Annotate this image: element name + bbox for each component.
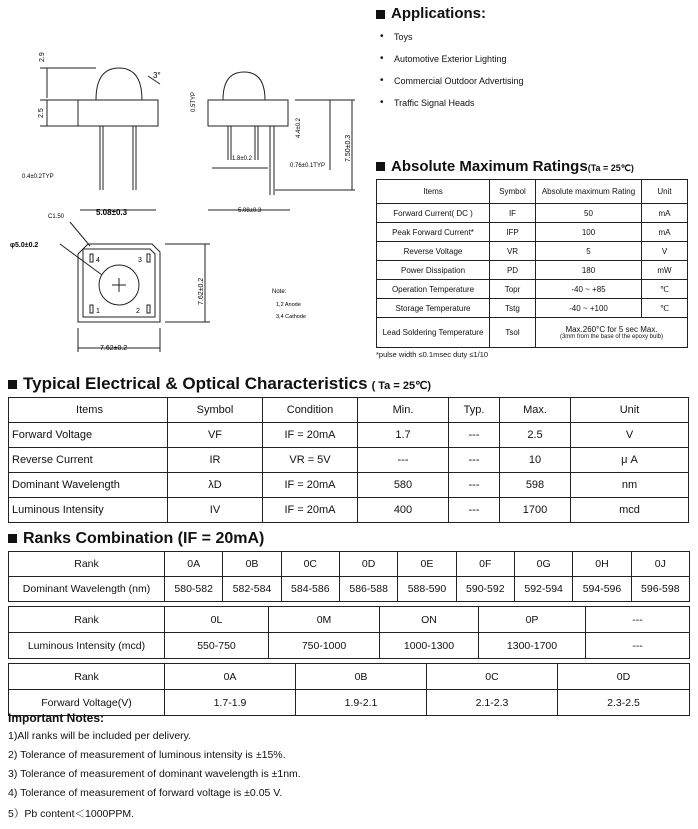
amr-section (376, 158, 688, 359)
application-item: • Toys (376, 32, 676, 42)
applications-list (376, 32, 676, 108)
top-view (60, 222, 210, 352)
applications-heading: Applications: (376, 5, 676, 22)
amr-header: Absolute maximum Rating (536, 180, 642, 204)
dim-2-9: 2.9 (39, 52, 46, 62)
notes-heading: Important Notes: (8, 711, 104, 725)
drawing-note-2: 3,4 Cathode (276, 314, 306, 320)
side-view-right (208, 72, 355, 210)
rank-code: 0C (281, 552, 339, 577)
amr-cell: 50 (536, 204, 642, 223)
amr-cell: 100 (536, 223, 642, 242)
amr-cell: 180 (536, 261, 642, 280)
rank-code: ON (380, 607, 479, 633)
bullet-square-icon (376, 162, 385, 171)
elec-header: Min. (358, 398, 449, 423)
amr-cell: Topr (490, 280, 536, 299)
elec-cell: Dominant Wavelength (9, 473, 168, 498)
mechanical-drawing (0, 0, 368, 360)
rank-value: 2.3-2.5 (558, 690, 690, 716)
elec-cell: mcd (571, 498, 689, 523)
amr-header: Items (377, 180, 490, 204)
bullet-square-icon (8, 380, 17, 389)
bullet-square-icon (8, 534, 17, 543)
amr-cell: ℃ (642, 299, 688, 318)
application-item: • Automotive Exterior Lighting (376, 54, 676, 64)
amr-cell: Lead Soldering Temperature (377, 318, 490, 348)
elec-header: Condition (263, 398, 358, 423)
dim-762-h: 7.62±0.2 (100, 345, 128, 352)
rank-value: 590-592 (456, 577, 514, 602)
elec-cell: λD (168, 473, 263, 498)
amr-cell: IFP (490, 223, 536, 242)
ranks-voltage-table (8, 663, 690, 716)
elec-cell: V (571, 423, 689, 448)
rank-value: 592-594 (514, 577, 572, 602)
elec-cell: Luminous Intensity (9, 498, 168, 523)
rank-code: 0P (479, 607, 586, 633)
dim-18: 1.8±0.2 (232, 156, 252, 162)
application-item: • Commercial Outdoor Advertising (376, 76, 676, 86)
elec-cell: IR (168, 448, 263, 473)
dim-750: 7.50±0.3 (345, 134, 352, 162)
rank-code: 0B (223, 552, 281, 577)
dim-3deg: 3° (153, 71, 161, 80)
elec-cell: VF (168, 423, 263, 448)
rank-code: 0D (339, 552, 397, 577)
rank-value: 750-1000 (269, 633, 380, 659)
bullet-square-icon (376, 10, 385, 19)
elec-cell: 580 (358, 473, 449, 498)
elec-cell: --- (449, 498, 500, 523)
application-item: • Traffic Signal Heads (376, 98, 676, 108)
elec-cell: 10 (500, 448, 571, 473)
dim-04: 0.4±0.2TYP (22, 174, 54, 180)
amr-cell: -40 ~ +100 (536, 299, 642, 318)
elec-cell: 2.5 (500, 423, 571, 448)
voltage-label: Forward Voltage(V) (9, 690, 165, 716)
amr-cell: IF (490, 204, 536, 223)
elec-cell: IF = 20mA (263, 473, 358, 498)
rank-code: 0D (558, 664, 690, 690)
elec-header: Typ. (449, 398, 500, 423)
rank-value: 582-584 (223, 577, 281, 602)
elec-header: Unit (571, 398, 689, 423)
amr-cell: Storage Temperature (377, 299, 490, 318)
elec-cell: 1700 (500, 498, 571, 523)
rank-value: 580-582 (165, 577, 223, 602)
amr-header: Unit (642, 180, 688, 204)
amr-heading: Absolute Maximum Ratings(Ta = 25℃) (376, 158, 688, 176)
amr-cell: Operation Temperature (377, 280, 490, 299)
amr-cell: V (642, 242, 688, 261)
ranks-section (8, 530, 690, 716)
rank-value: 1.9-2.1 (296, 690, 427, 716)
rank-label: Rank (9, 552, 165, 577)
dim-44: 4.4±0.2 (296, 118, 302, 138)
elec-cell: --- (449, 448, 500, 473)
rank-label: Rank (9, 664, 165, 690)
rank-value: --- (586, 633, 690, 659)
amr-cell: mA (642, 223, 688, 242)
elec-section (8, 374, 688, 523)
note-item: 1)All ranks will be included per delivery. (8, 730, 192, 742)
note-item: 2) Tolerance of measurement of luminous intensity is ±15%. (8, 749, 286, 761)
elec-table (8, 397, 689, 523)
rank-code: --- (586, 607, 690, 633)
amr-cell: Reverse Voltage (377, 242, 490, 261)
elec-cell: IF = 20mA (263, 498, 358, 523)
elec-header: Symbol (168, 398, 263, 423)
dim-762-v: 7.62±0.2 (198, 277, 205, 305)
dim-076: 0.76±0.1TYP (290, 163, 325, 169)
drawing-note-1: 1,2 Anode (276, 302, 301, 308)
note-item: 4) Tolerance of measurement of forward voltage is ±0.05 V. (8, 787, 283, 799)
elec-cell: Reverse Current (9, 448, 168, 473)
elec-header: Items (9, 398, 168, 423)
dim-phi50: φ5.0±0.2 (10, 242, 39, 249)
rank-code: 0A (165, 552, 223, 577)
amr-cell: Peak Forward Current* (377, 223, 490, 242)
amr-cell: Forward Current( DC ) (377, 204, 490, 223)
dim-508-a: 5.08±0.3 (96, 208, 128, 217)
wavelength-label: Dominant Wavelength (nm) (9, 577, 165, 602)
elec-cell: --- (449, 423, 500, 448)
rank-code: 0H (573, 552, 631, 577)
pin-4: 4 (96, 257, 100, 264)
ranks-intensity-table (8, 606, 690, 659)
elec-cell: Forward Voltage (9, 423, 168, 448)
rank-code: 0L (165, 607, 269, 633)
amr-cell: mA (642, 204, 688, 223)
elec-cell: VR = 5V (263, 448, 358, 473)
elec-cell: --- (449, 473, 500, 498)
amr-cell: Tsol (490, 318, 536, 348)
pin-1: 1 (96, 308, 100, 315)
amr-cell: Power Dissipation (377, 261, 490, 280)
elec-cell: IV (168, 498, 263, 523)
note-item: 3) Tolerance of measurement of dominant wavelength is ±1nm. (8, 768, 301, 780)
amr-header: Symbol (490, 180, 536, 204)
rank-code: 0M (269, 607, 380, 633)
rank-value: 588-590 (398, 577, 456, 602)
pin-3: 3 (138, 257, 142, 264)
drawing-note-title: Note: (272, 289, 287, 295)
rank-value: 1300-1700 (479, 633, 586, 659)
amr-cell: VR (490, 242, 536, 261)
amr-cell: -40 ~ +85 (536, 280, 642, 299)
rank-value: 594-596 (573, 577, 631, 602)
rank-code: 0B (296, 664, 427, 690)
amr-solder-rating (536, 318, 688, 348)
rank-value: 584-586 (281, 577, 339, 602)
dim-2-5: 2.5 (38, 108, 45, 118)
ranks-wavelength-table (8, 551, 690, 602)
amr-table (376, 179, 688, 348)
applications-section (376, 5, 676, 120)
amr-footnote: *pulse width ≤0.1msec duty ≤1/10 (376, 350, 489, 359)
elec-cell: 1.7 (358, 423, 449, 448)
side-view-left (40, 68, 160, 210)
amr-cell: 5 (536, 242, 642, 261)
amr-cell: Tstg (490, 299, 536, 318)
elec-header: Max. (500, 398, 571, 423)
pin-2: 2 (136, 308, 140, 315)
amr-solder-rating-note: (3mm from the base of the epoxy bulb) (559, 334, 664, 340)
rank-code: 0C (427, 664, 558, 690)
rank-value: 586-588 (339, 577, 397, 602)
ranks-heading: Ranks Combination (IF = 20mA) (8, 530, 690, 548)
elec-heading: Typical Electrical & Optical Characteristics ( Ta = 25℃) (8, 374, 688, 394)
rank-value: 596-598 (631, 577, 689, 602)
rank-value: 550-750 (165, 633, 269, 659)
amr-cell: mW (642, 261, 688, 280)
intensity-label: Luminous Intensity (mcd) (9, 633, 165, 659)
dim-05typ: 0.5TYP (191, 91, 197, 112)
rank-code: 0A (165, 664, 296, 690)
elec-cell: nm (571, 473, 689, 498)
amr-solder-rating-text: Max.260°C for 5 sec Max. (565, 325, 658, 334)
elec-cell: 400 (358, 498, 449, 523)
notes-section (8, 711, 688, 828)
rank-code: 0F (456, 552, 514, 577)
rank-code: 0J (631, 552, 689, 577)
rank-code: 0E (398, 552, 456, 577)
elec-cell: IF = 20mA (263, 423, 358, 448)
dim-508-b: 5.08±0.3 (238, 208, 262, 214)
rank-code: 0G (514, 552, 572, 577)
elec-cell: 598 (500, 473, 571, 498)
rank-value: 1.7-1.9 (165, 690, 296, 716)
elec-cell: μ A (571, 448, 689, 473)
note-item: 5）Pb content＜1000PPM. (8, 808, 135, 820)
rank-label: Rank (9, 607, 165, 633)
rank-value: 2.1-2.3 (427, 690, 558, 716)
dim-c150: C1.50 (48, 214, 65, 220)
amr-cell: PD (490, 261, 536, 280)
elec-cell: --- (358, 448, 449, 473)
amr-cell: ℃ (642, 280, 688, 299)
rank-value: 1000-1300 (380, 633, 479, 659)
